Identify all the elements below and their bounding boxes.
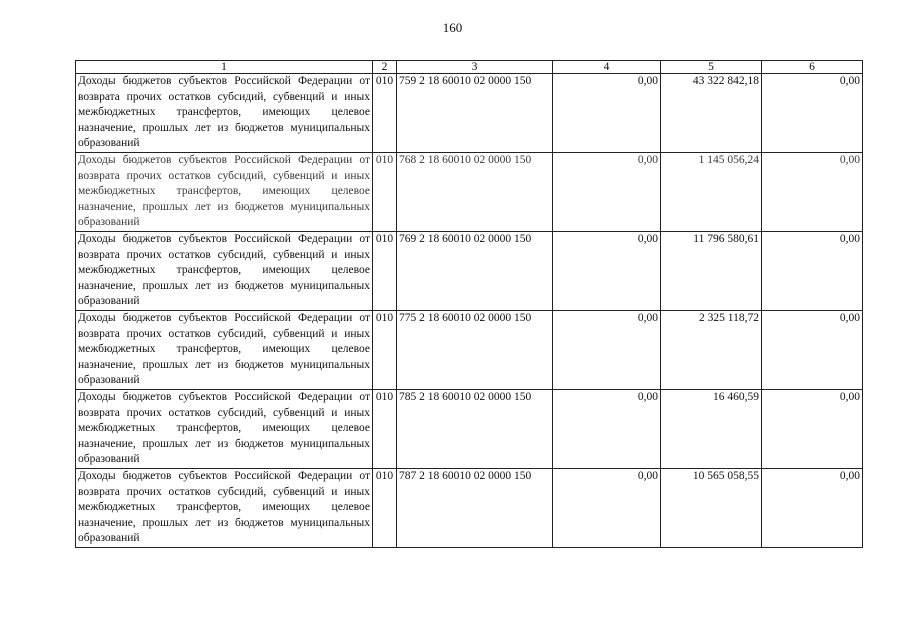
row-value-col6: 0,00	[762, 311, 863, 390]
row-value-col5: 2 325 118,72	[661, 311, 762, 390]
column-header: 2	[373, 61, 397, 74]
row-description: Доходы бюджетов субъектов Российской Федерации от возврата прочих остатков субсидий, субвенций и иных межбюджетных трансфертов, имеющих целевое назначение, прошлых лет из бюджетов муниципальных образований	[76, 469, 373, 548]
row-budget-code: 768 2 18 60010 02 0000 150	[397, 153, 553, 232]
row-admin-code: 010	[373, 469, 397, 548]
row-admin-code: 010	[373, 232, 397, 311]
row-value-col6: 0,00	[762, 469, 863, 548]
row-admin-code: 010	[373, 311, 397, 390]
row-value-col5: 43 322 842,18	[661, 74, 762, 153]
row-budget-code: 785 2 18 60010 02 0000 150	[397, 390, 553, 469]
row-description: Доходы бюджетов субъектов Российской Федерации от возврата прочих остатков субсидий, субвенций и иных межбюджетных трансфертов, имеющих целевое назначение, прошлых лет из бюджетов муниципальных образований	[76, 74, 373, 153]
row-budget-code: 759 2 18 60010 02 0000 150	[397, 74, 553, 153]
column-header: 5	[661, 61, 762, 74]
row-value-col4: 0,00	[553, 153, 661, 232]
row-value-col6: 0,00	[762, 74, 863, 153]
row-value-col5: 1 145 056,24	[661, 153, 762, 232]
row-value-col4: 0,00	[553, 74, 661, 153]
row-budget-code: 769 2 18 60010 02 0000 150	[397, 232, 553, 311]
row-description: Доходы бюджетов субъектов Российской Федерации от возврата прочих остатков субсидий, субвенций и иных межбюджетных трансфертов, имеющих целевое назначение, прошлых лет из бюджетов муниципальных образований	[76, 311, 373, 390]
row-admin-code: 010	[373, 390, 397, 469]
row-value-col5: 11 796 580,61	[661, 232, 762, 311]
table-row	[76, 469, 863, 548]
row-value-col5: 10 565 058,55	[661, 469, 762, 548]
table-row	[76, 153, 863, 232]
row-value-col4: 0,00	[553, 390, 661, 469]
page-number: 160	[442, 20, 463, 35]
row-budget-code: 787 2 18 60010 02 0000 150	[397, 469, 553, 548]
column-header: 4	[553, 61, 661, 74]
table-row	[76, 232, 863, 311]
row-budget-code: 775 2 18 60010 02 0000 150	[397, 311, 553, 390]
row-value-col5: 16 460,59	[661, 390, 762, 469]
table-header-row	[76, 61, 863, 74]
row-value-col4: 0,00	[553, 469, 661, 548]
row-admin-code: 010	[373, 153, 397, 232]
table-row	[76, 390, 863, 469]
budget-table	[75, 60, 863, 548]
row-description: Доходы бюджетов субъектов Российской Федерации от возврата прочих остатков субсидий, субвенций и иных межбюджетных трансфертов, имеющих целевое назначение, прошлых лет из бюджетов муниципальных образований	[76, 232, 373, 311]
row-value-col6: 0,00	[762, 390, 863, 469]
table-row	[76, 311, 863, 390]
table-row	[76, 74, 863, 153]
row-value-col6: 0,00	[762, 232, 863, 311]
row-description: Доходы бюджетов субъектов Российской Федерации от возврата прочих остатков субсидий, субвенций и иных межбюджетных трансфертов, имеющих целевое назначение, прошлых лет из бюджетов муниципальных образований	[76, 390, 373, 469]
row-value-col4: 0,00	[553, 232, 661, 311]
column-header: 3	[397, 61, 553, 74]
row-description: Доходы бюджетов субъектов Российской Федерации от возврата прочих остатков субсидий, субвенций и иных межбюджетных трансфертов, имеющих целевое назначение, прошлых лет из бюджетов муниципальных образований	[76, 153, 373, 232]
row-admin-code: 010	[373, 74, 397, 153]
row-value-col4: 0,00	[553, 311, 661, 390]
row-value-col6: 0,00	[762, 153, 863, 232]
column-header: 6	[762, 61, 863, 74]
column-header: 1	[76, 61, 373, 74]
